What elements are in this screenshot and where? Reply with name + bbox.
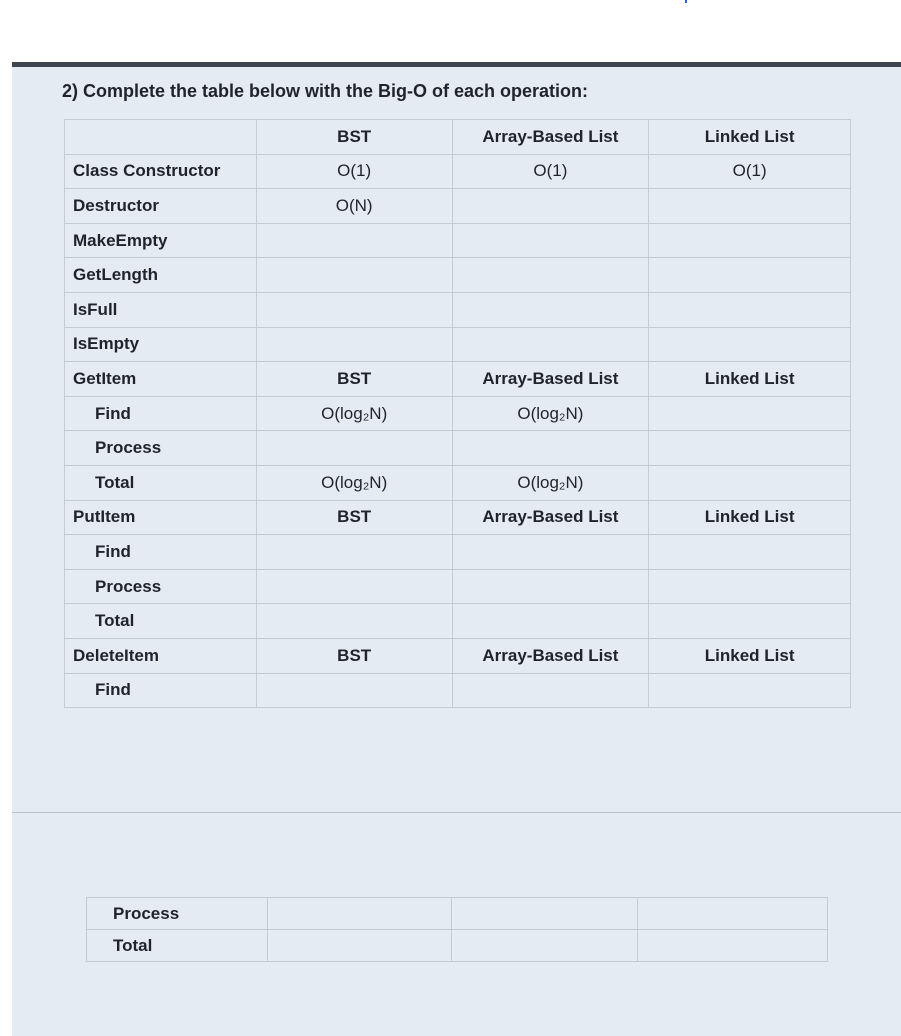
table-row — [65, 292, 851, 327]
bst-cell — [256, 673, 452, 708]
bst-cell: O(log₂N) — [256, 465, 452, 500]
bst-cell — [256, 223, 452, 258]
stray-ink-dot — [685, 0, 687, 3]
row-label-cell — [65, 120, 257, 155]
table-row — [87, 898, 828, 930]
bst-cell — [256, 569, 452, 604]
table-row — [65, 535, 851, 570]
array-list-cell: Array-Based List — [452, 362, 649, 397]
worksheet-page — [12, 62, 901, 1036]
table-row — [65, 569, 851, 604]
table-row — [65, 362, 851, 397]
table-row — [65, 327, 851, 362]
table-row — [87, 930, 828, 962]
table-row — [65, 258, 851, 293]
bst-cell: BST — [256, 120, 452, 155]
bst-cell — [256, 258, 452, 293]
page-fold-line — [12, 812, 901, 813]
row-label-cell: Total — [65, 465, 257, 500]
bst-cell: BST — [256, 362, 452, 397]
table-row — [65, 465, 851, 500]
row-label-cell: GetItem — [65, 362, 257, 397]
linked-list-cell — [638, 898, 828, 930]
array-list-cell — [452, 292, 649, 327]
table-row — [65, 673, 851, 708]
bst-cell — [267, 930, 451, 962]
row-label-cell: IsEmpty — [65, 327, 257, 362]
table-row — [65, 396, 851, 431]
bst-cell — [267, 898, 451, 930]
linked-list-cell — [649, 292, 851, 327]
linked-list-cell — [649, 431, 851, 466]
array-list-cell — [452, 673, 649, 708]
question-heading: 2) Complete the table below with the Big-O of each operation: — [62, 81, 589, 101]
array-list-cell — [452, 569, 649, 604]
linked-list-cell — [649, 258, 851, 293]
bst-cell — [256, 431, 452, 466]
linked-list-cell: Linked List — [649, 500, 851, 535]
array-list-cell: O(1) — [452, 154, 649, 189]
row-label-cell: Process — [65, 431, 257, 466]
linked-list-cell — [649, 604, 851, 639]
linked-list-cell — [649, 535, 851, 570]
row-label-cell: IsFull — [65, 292, 257, 327]
linked-list-cell — [649, 327, 851, 362]
linked-list-cell — [649, 223, 851, 258]
linked-list-cell: O(1) — [649, 154, 851, 189]
linked-list-cell — [649, 396, 851, 431]
row-label-cell: MakeEmpty — [65, 223, 257, 258]
array-list-cell — [452, 327, 649, 362]
table-row — [65, 154, 851, 189]
row-label-cell: Process — [87, 898, 268, 930]
row-label-cell: Find — [65, 535, 257, 570]
bst-cell: O(log₂N) — [256, 396, 452, 431]
array-list-cell: O(log₂N) — [452, 465, 649, 500]
table-row — [65, 638, 851, 673]
array-list-cell — [452, 258, 649, 293]
table-row — [65, 120, 851, 155]
row-label-cell: Find — [65, 673, 257, 708]
bst-cell — [256, 535, 452, 570]
bst-cell: BST — [256, 500, 452, 535]
table-row — [65, 500, 851, 535]
table-row — [65, 431, 851, 466]
linked-list-cell: Linked List — [649, 120, 851, 155]
array-list-cell — [452, 431, 649, 466]
array-list-cell — [452, 604, 649, 639]
continued-table — [86, 897, 828, 962]
linked-list-cell — [649, 189, 851, 224]
row-label-cell: Process — [65, 569, 257, 604]
linked-list-cell — [638, 930, 828, 962]
array-list-cell — [451, 930, 638, 962]
row-label-cell: DeleteItem — [65, 638, 257, 673]
row-label-cell: Total — [65, 604, 257, 639]
array-list-cell — [452, 223, 649, 258]
big-o-table — [64, 119, 851, 708]
row-label-cell: Class Constructor — [65, 154, 257, 189]
bst-cell: O(N) — [256, 189, 452, 224]
bst-cell — [256, 604, 452, 639]
linked-list-cell: Linked List — [649, 362, 851, 397]
array-list-cell: O(log₂N) — [452, 396, 649, 431]
bst-cell — [256, 292, 452, 327]
row-label-cell: PutItem — [65, 500, 257, 535]
array-list-cell: Array-Based List — [452, 500, 649, 535]
bst-cell — [256, 327, 452, 362]
row-label-cell: Destructor — [65, 189, 257, 224]
linked-list-cell — [649, 673, 851, 708]
linked-list-cell: Linked List — [649, 638, 851, 673]
table-row — [65, 189, 851, 224]
array-list-cell: Array-Based List — [452, 120, 649, 155]
row-label-cell: Total — [87, 930, 268, 962]
table-row — [65, 223, 851, 258]
row-label-cell: GetLength — [65, 258, 257, 293]
array-list-cell: Array-Based List — [452, 638, 649, 673]
table-row — [65, 604, 851, 639]
row-label-cell: Find — [65, 396, 257, 431]
array-list-cell — [452, 535, 649, 570]
bst-cell: BST — [256, 638, 452, 673]
bst-cell: O(1) — [256, 154, 452, 189]
array-list-cell — [451, 898, 638, 930]
array-list-cell — [452, 189, 649, 224]
linked-list-cell — [649, 569, 851, 604]
linked-list-cell — [649, 465, 851, 500]
